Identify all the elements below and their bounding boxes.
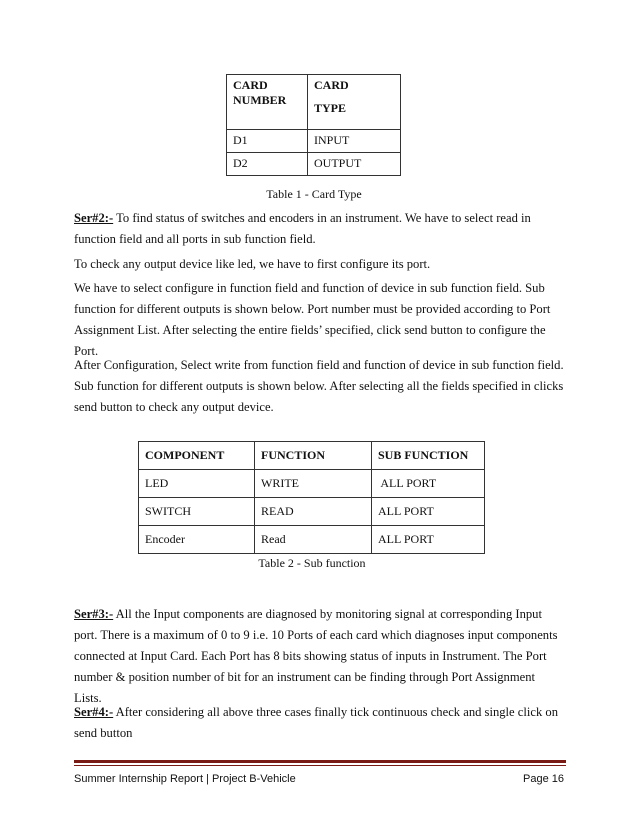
card-type-header xyxy=(308,75,401,130)
paragraph-configure: We have to select configure in function field and function of device in sub function field. Sub function for different outputs is shown below. Port number must be provided according to Port Assignment List. After selecting the entire fields’ specified, click send button to configure the Port. xyxy=(74,281,551,358)
card-type-cell: INPUT xyxy=(308,130,401,153)
page-number: Page 16 xyxy=(523,773,564,785)
footer-rule-thick xyxy=(74,760,566,763)
card-number-cell: D2 xyxy=(227,153,308,176)
component-cell: LED xyxy=(139,470,255,498)
card-number-cell: D1 xyxy=(227,130,308,153)
sub-function-cell: ALL PORT xyxy=(372,526,485,554)
function-cell: Read xyxy=(255,526,372,554)
component-cell: Encoder xyxy=(139,526,255,554)
ser2-label: Ser#2:- xyxy=(74,211,114,225)
sub-function-header: SUB FUNCTION xyxy=(372,442,485,470)
sub-function-cell: ALL PORT xyxy=(372,498,485,526)
function-cell: READ xyxy=(255,498,372,526)
ser4-text: After considering all above three cases finally tick continuous check and single click on send button xyxy=(74,705,559,740)
ser4-label: Ser#4:- xyxy=(74,705,114,719)
footer-title: Summer Internship Report | Project B-Vehicle xyxy=(74,773,296,785)
card-type-header-line2: TYPE xyxy=(314,101,347,115)
function-cell: WRITE xyxy=(255,470,372,498)
paragraph-ser3 xyxy=(74,604,564,709)
ser3-label: Ser#3:- xyxy=(74,607,114,621)
card-type-table xyxy=(226,74,401,176)
table2-caption: Table 2 - Sub function xyxy=(258,556,366,570)
card-type-cell: OUTPUT xyxy=(308,153,401,176)
table1-caption: Table 1 - Card Type xyxy=(266,187,362,201)
ser3-text: All the Input components are diagnosed by monitoring signal at corresponding Input port. There is a maximum of 0 to 9 i.e. 10 Ports of each card which diagnoses input components connected at Input Card. Each Port has 8 bits showing status of inputs in Instrument. The Port number & position number of bit for an instrument can be finding through Port Assignment Lists. xyxy=(74,607,558,705)
paragraph-after-configuration: After Configuration, Select write from function field and function of device in sub function field. Sub function for different outputs is shown below. After selecting all the fields specified in clicks send button to check any output device. xyxy=(74,358,564,414)
card-type-header-line1: CARD xyxy=(314,78,349,92)
ser2-text: To find status of switches and encoders in an instrument. We have to select read in function field and all ports in sub function field. xyxy=(74,211,531,246)
sub-function-cell: ALL PORT xyxy=(372,470,485,498)
component-header: COMPONENT xyxy=(139,442,255,470)
card-number-header: CARD NUMBER xyxy=(227,75,308,130)
footer-rule-thin xyxy=(74,765,566,766)
component-cell: SWITCH xyxy=(139,498,255,526)
paragraph-output-device: To check any output device like led, we have to first configure its port. xyxy=(74,257,431,271)
sub-function-table xyxy=(138,441,485,554)
paragraph-ser2 xyxy=(74,208,564,250)
paragraph-ser4 xyxy=(74,702,564,744)
function-header: FUNCTION xyxy=(255,442,372,470)
